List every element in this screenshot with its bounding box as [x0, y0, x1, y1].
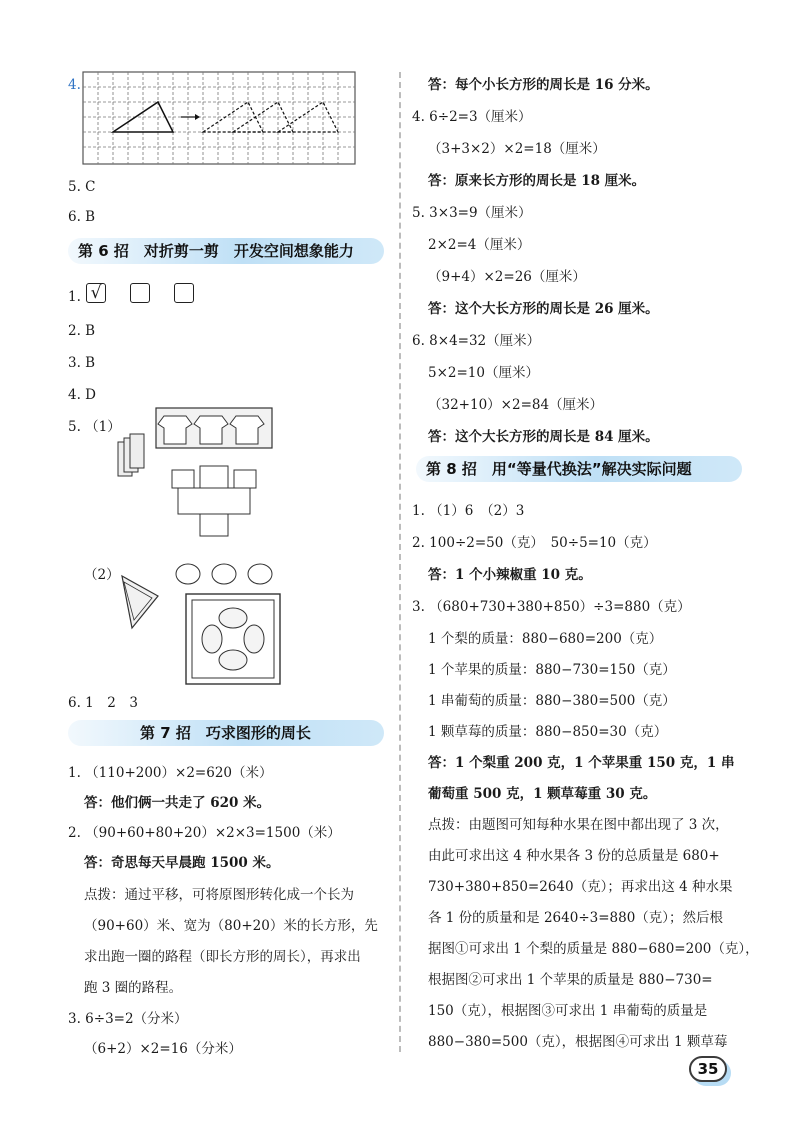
page-number: 35 — [689, 1056, 727, 1082]
s7-line: 答：他们俩一共走了 620 米。 — [84, 795, 271, 811]
s8-line: 各 1 份的质量和是 2640÷3=880（克）；然后根 — [428, 910, 724, 926]
s7r-line: 5×2=10（厘米） — [428, 365, 539, 381]
s8-line: 点拨：由题图可知每种水果在图中都出现了 3 次， — [428, 817, 729, 833]
s7-line: 跑 3 圈的路程。 — [84, 980, 183, 996]
s6-answer-3: 3. B — [68, 355, 96, 371]
checkbox-1: √ — [86, 283, 106, 303]
s7r-line: （9+4）×2=26（厘米） — [428, 269, 586, 285]
answer-5: 5. C — [68, 179, 96, 195]
s7-line: 2. （90+60+80+20）×2×3=1500（米） — [68, 825, 341, 841]
s6-answer-5-part1: 5. （1） — [68, 419, 121, 435]
s7r-line: 答：每个小长方形的周长是 16 分米。 — [428, 77, 659, 93]
s6-answer-6: 6. 1 2 3 — [68, 695, 138, 711]
s7r-line: 2×2=4（厘米） — [428, 237, 531, 253]
translation-grid-figure — [83, 72, 355, 164]
s7-line: 1. （110+200）×2=620（米） — [68, 765, 273, 781]
s6-answer-5-part2: （2） — [84, 567, 120, 583]
s8-line: 1 颗草莓的质量：880−850=30（克） — [428, 724, 668, 740]
section-7-heading: 第 7 招 巧求图形的周长 — [68, 720, 384, 746]
s6-answer-4: 4. D — [68, 387, 96, 403]
s8-line: 2. 100÷2=50（克） 50÷5=10（克） — [412, 535, 657, 551]
answer-6: 6. B — [68, 209, 96, 225]
s7r-line: 答：这个大长方形的周长是 84 厘米。 — [428, 429, 659, 445]
s7r-line: （3+3×2）×2=18（厘米） — [428, 141, 606, 157]
q4-label: 4. — [68, 77, 81, 93]
s8-line: 据图①可求出 1 个梨的质量是 880−680=200（克）， — [428, 941, 759, 957]
s8-line: 由此可求出这 4 种水果各 3 份的总质量是 680+ — [428, 848, 720, 864]
s8-line: 答：1 个梨重 200 克，1 个苹果重 150 克，1 串 — [428, 755, 735, 771]
s8-line: 1 个梨的质量：880−680=200（克） — [428, 631, 663, 647]
checkbox-3 — [174, 283, 194, 303]
s7r-line: （32+10）×2=84（厘米） — [428, 397, 604, 413]
s7r-line: 答：原来长方形的周长是 18 厘米。 — [428, 173, 646, 189]
paper-cut-butterflies-figure — [112, 558, 284, 688]
s7-line: （6+2）×2=16（分米） — [84, 1041, 242, 1057]
s7r-line: 5. 3×3=9（厘米） — [412, 205, 532, 221]
column-divider — [399, 72, 401, 1052]
s8-line: 880−380=500（克），根据图④可求出 1 颗草莓 — [428, 1034, 728, 1050]
s8-line: 1. （1）6 （2）3 — [412, 503, 525, 519]
s8-line: 3. （680+730+380+850）÷3=880（克） — [412, 599, 691, 615]
s7-line: 求出跑一圈的路程（即长方形的周长），再求出 — [84, 949, 361, 965]
s7-line: 3. 6÷3=2（分米） — [68, 1011, 188, 1027]
section-8-heading: 第 8 招 用“等量代换法”解决实际问题 — [416, 456, 742, 482]
s8-line: 730+380+850=2640（克）；再求出这 4 种水果 — [428, 879, 733, 895]
s7r-line: 答：这个大长方形的周长是 26 厘米。 — [428, 301, 659, 317]
s7r-line: 6. 8×4=32（厘米） — [412, 333, 541, 349]
s8-line: 根据图②可求出 1 个苹果的质量是 880−730= — [428, 972, 713, 988]
s8-line: 1 串葡萄的质量：880−380=500（克） — [428, 693, 676, 709]
checkbox-2 — [130, 283, 150, 303]
s7-line: 答：奇思每天早晨跑 1500 米。 — [84, 855, 280, 871]
s6-answer-2: 2. B — [68, 323, 96, 339]
s6-q1-label: 1. — [68, 289, 81, 305]
paper-cut-shirts-figure — [112, 408, 282, 540]
s8-line: 答：1 个小辣椒重 10 克。 — [428, 567, 592, 583]
s8-line: 1 个苹果的质量：880−730=150（克） — [428, 662, 676, 678]
s8-line: 150（克），根据图③可求出 1 串葡萄的质量是 — [428, 1003, 708, 1019]
s8-line: 葡萄重 500 克，1 颗草莓重 30 克。 — [428, 786, 657, 802]
s7-line: 点拨：通过平移，可将原图形转化成一个长为 — [84, 887, 354, 903]
section-6-heading: 第 6 招 对折剪一剪 开发空间想象能力 — [68, 238, 384, 264]
s7-line: （90+60）米、宽为（80+20）米的长方形，先 — [84, 918, 378, 934]
s7r-line: 4. 6÷2=3（厘米） — [412, 109, 532, 125]
